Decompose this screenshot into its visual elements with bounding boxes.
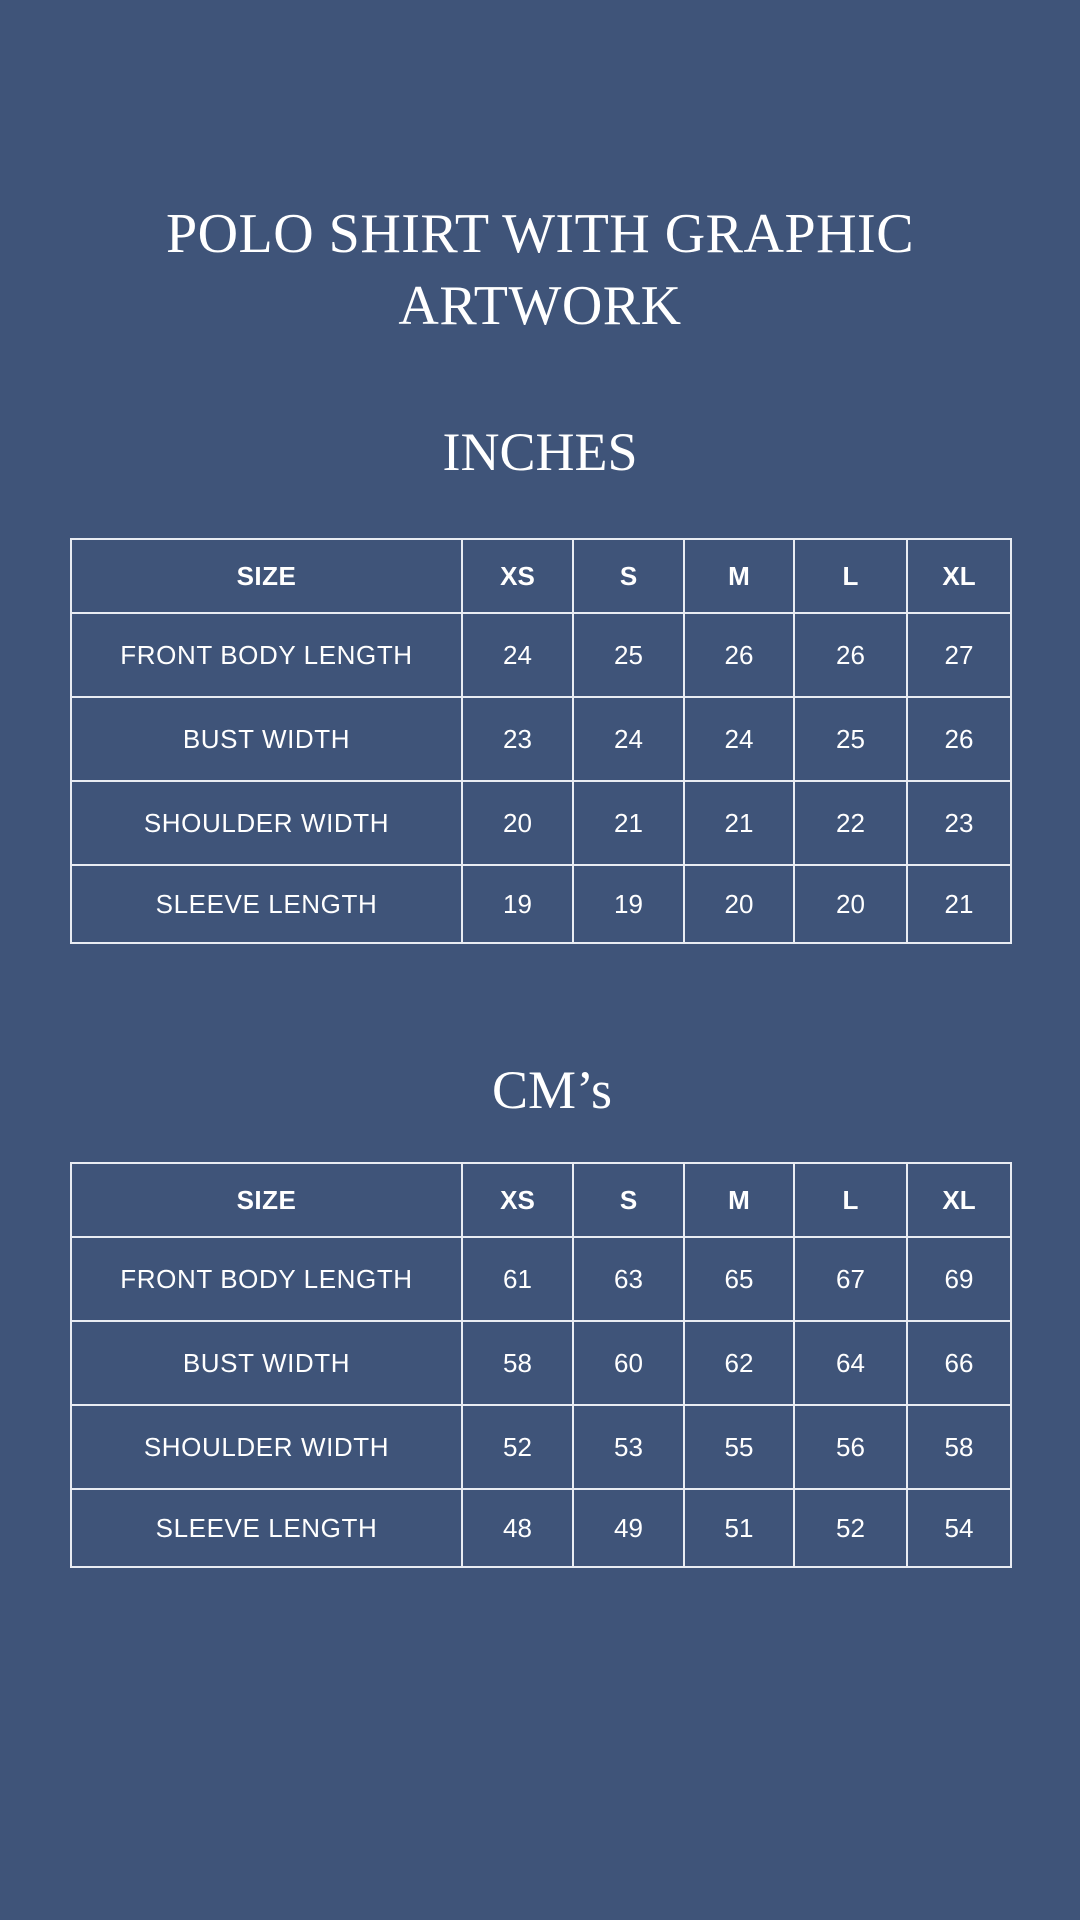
row-label: BUST WIDTH: [71, 697, 462, 781]
row-label: BUST WIDTH: [71, 1321, 462, 1405]
table-cell: 25: [794, 697, 907, 781]
table-row: [71, 1321, 1011, 1405]
table-cell: 25: [573, 613, 684, 697]
table-cell: 26: [684, 613, 794, 697]
header-s: S: [573, 1163, 684, 1237]
table-cell: 54: [907, 1489, 1011, 1567]
header-m: M: [684, 539, 794, 613]
row-label: FRONT BODY LENGTH: [71, 613, 462, 697]
table-cell: 21: [684, 781, 794, 865]
row-label: SLEEVE LENGTH: [71, 865, 462, 943]
table-row: [71, 697, 1011, 781]
table-cell: 69: [907, 1237, 1011, 1321]
table-cell: 66: [907, 1321, 1011, 1405]
header-m: M: [684, 1163, 794, 1237]
inches-heading: INCHES: [442, 422, 638, 482]
table-row: [71, 1489, 1011, 1567]
table-cell: 26: [907, 697, 1011, 781]
title-line-1: POLO SHIRT WITH GRAPHIC: [165, 203, 915, 265]
table-cell: 23: [462, 697, 573, 781]
table-cell: 58: [462, 1321, 573, 1405]
table-row: [71, 781, 1011, 865]
table-cell: 21: [573, 781, 684, 865]
page-title: [0, 198, 1080, 342]
table-row: [71, 865, 1011, 943]
table-cell: 20: [794, 865, 907, 943]
table-cell: 26: [794, 613, 907, 697]
table-cell: 52: [462, 1405, 573, 1489]
table-cell: 63: [573, 1237, 684, 1321]
title-line-2: ARTWORK: [398, 275, 682, 337]
header-size: SIZE: [71, 1163, 462, 1237]
row-label: SHOULDER WIDTH: [71, 781, 462, 865]
header-xs: XS: [462, 539, 573, 613]
table-row: [71, 1237, 1011, 1321]
header-s: S: [573, 539, 684, 613]
table-cell: 20: [462, 781, 573, 865]
row-label: SLEEVE LENGTH: [71, 1489, 462, 1567]
table-cell: 19: [573, 865, 684, 943]
table-cell: 19: [462, 865, 573, 943]
table-cell: 62: [684, 1321, 794, 1405]
table-cell: 48: [462, 1489, 573, 1567]
table-cell: 23: [907, 781, 1011, 865]
table-header-row: [71, 1163, 1011, 1237]
table-cell: 67: [794, 1237, 907, 1321]
header-xl: XL: [907, 539, 1011, 613]
table-cell: 49: [573, 1489, 684, 1567]
table-cell: 56: [794, 1405, 907, 1489]
header-xl: XL: [907, 1163, 1011, 1237]
header-l: L: [794, 539, 907, 613]
cms-size-table: [70, 1162, 1012, 1568]
header-xs: XS: [462, 1163, 573, 1237]
table-cell: 27: [907, 613, 1011, 697]
table-row: [71, 1405, 1011, 1489]
row-label: FRONT BODY LENGTH: [71, 1237, 462, 1321]
cms-heading: CM’s: [491, 1060, 613, 1120]
inches-size-table: [70, 538, 1012, 944]
table-cell: 60: [573, 1321, 684, 1405]
table-cell: 53: [573, 1405, 684, 1489]
table-cell: 55: [684, 1405, 794, 1489]
table-cell: 64: [794, 1321, 907, 1405]
table-cell: 24: [573, 697, 684, 781]
table-cell: 65: [684, 1237, 794, 1321]
table-cell: 61: [462, 1237, 573, 1321]
table-cell: 22: [794, 781, 907, 865]
header-size: SIZE: [71, 539, 462, 613]
table-header-row: [71, 539, 1011, 613]
table-row: [71, 613, 1011, 697]
table-cell: 24: [462, 613, 573, 697]
table-cell: 21: [907, 865, 1011, 943]
header-l: L: [794, 1163, 907, 1237]
table-cell: 20: [684, 865, 794, 943]
table-cell: 51: [684, 1489, 794, 1567]
table-cell: 24: [684, 697, 794, 781]
table-cell: 58: [907, 1405, 1011, 1489]
table-cell: 52: [794, 1489, 907, 1567]
row-label: SHOULDER WIDTH: [71, 1405, 462, 1489]
